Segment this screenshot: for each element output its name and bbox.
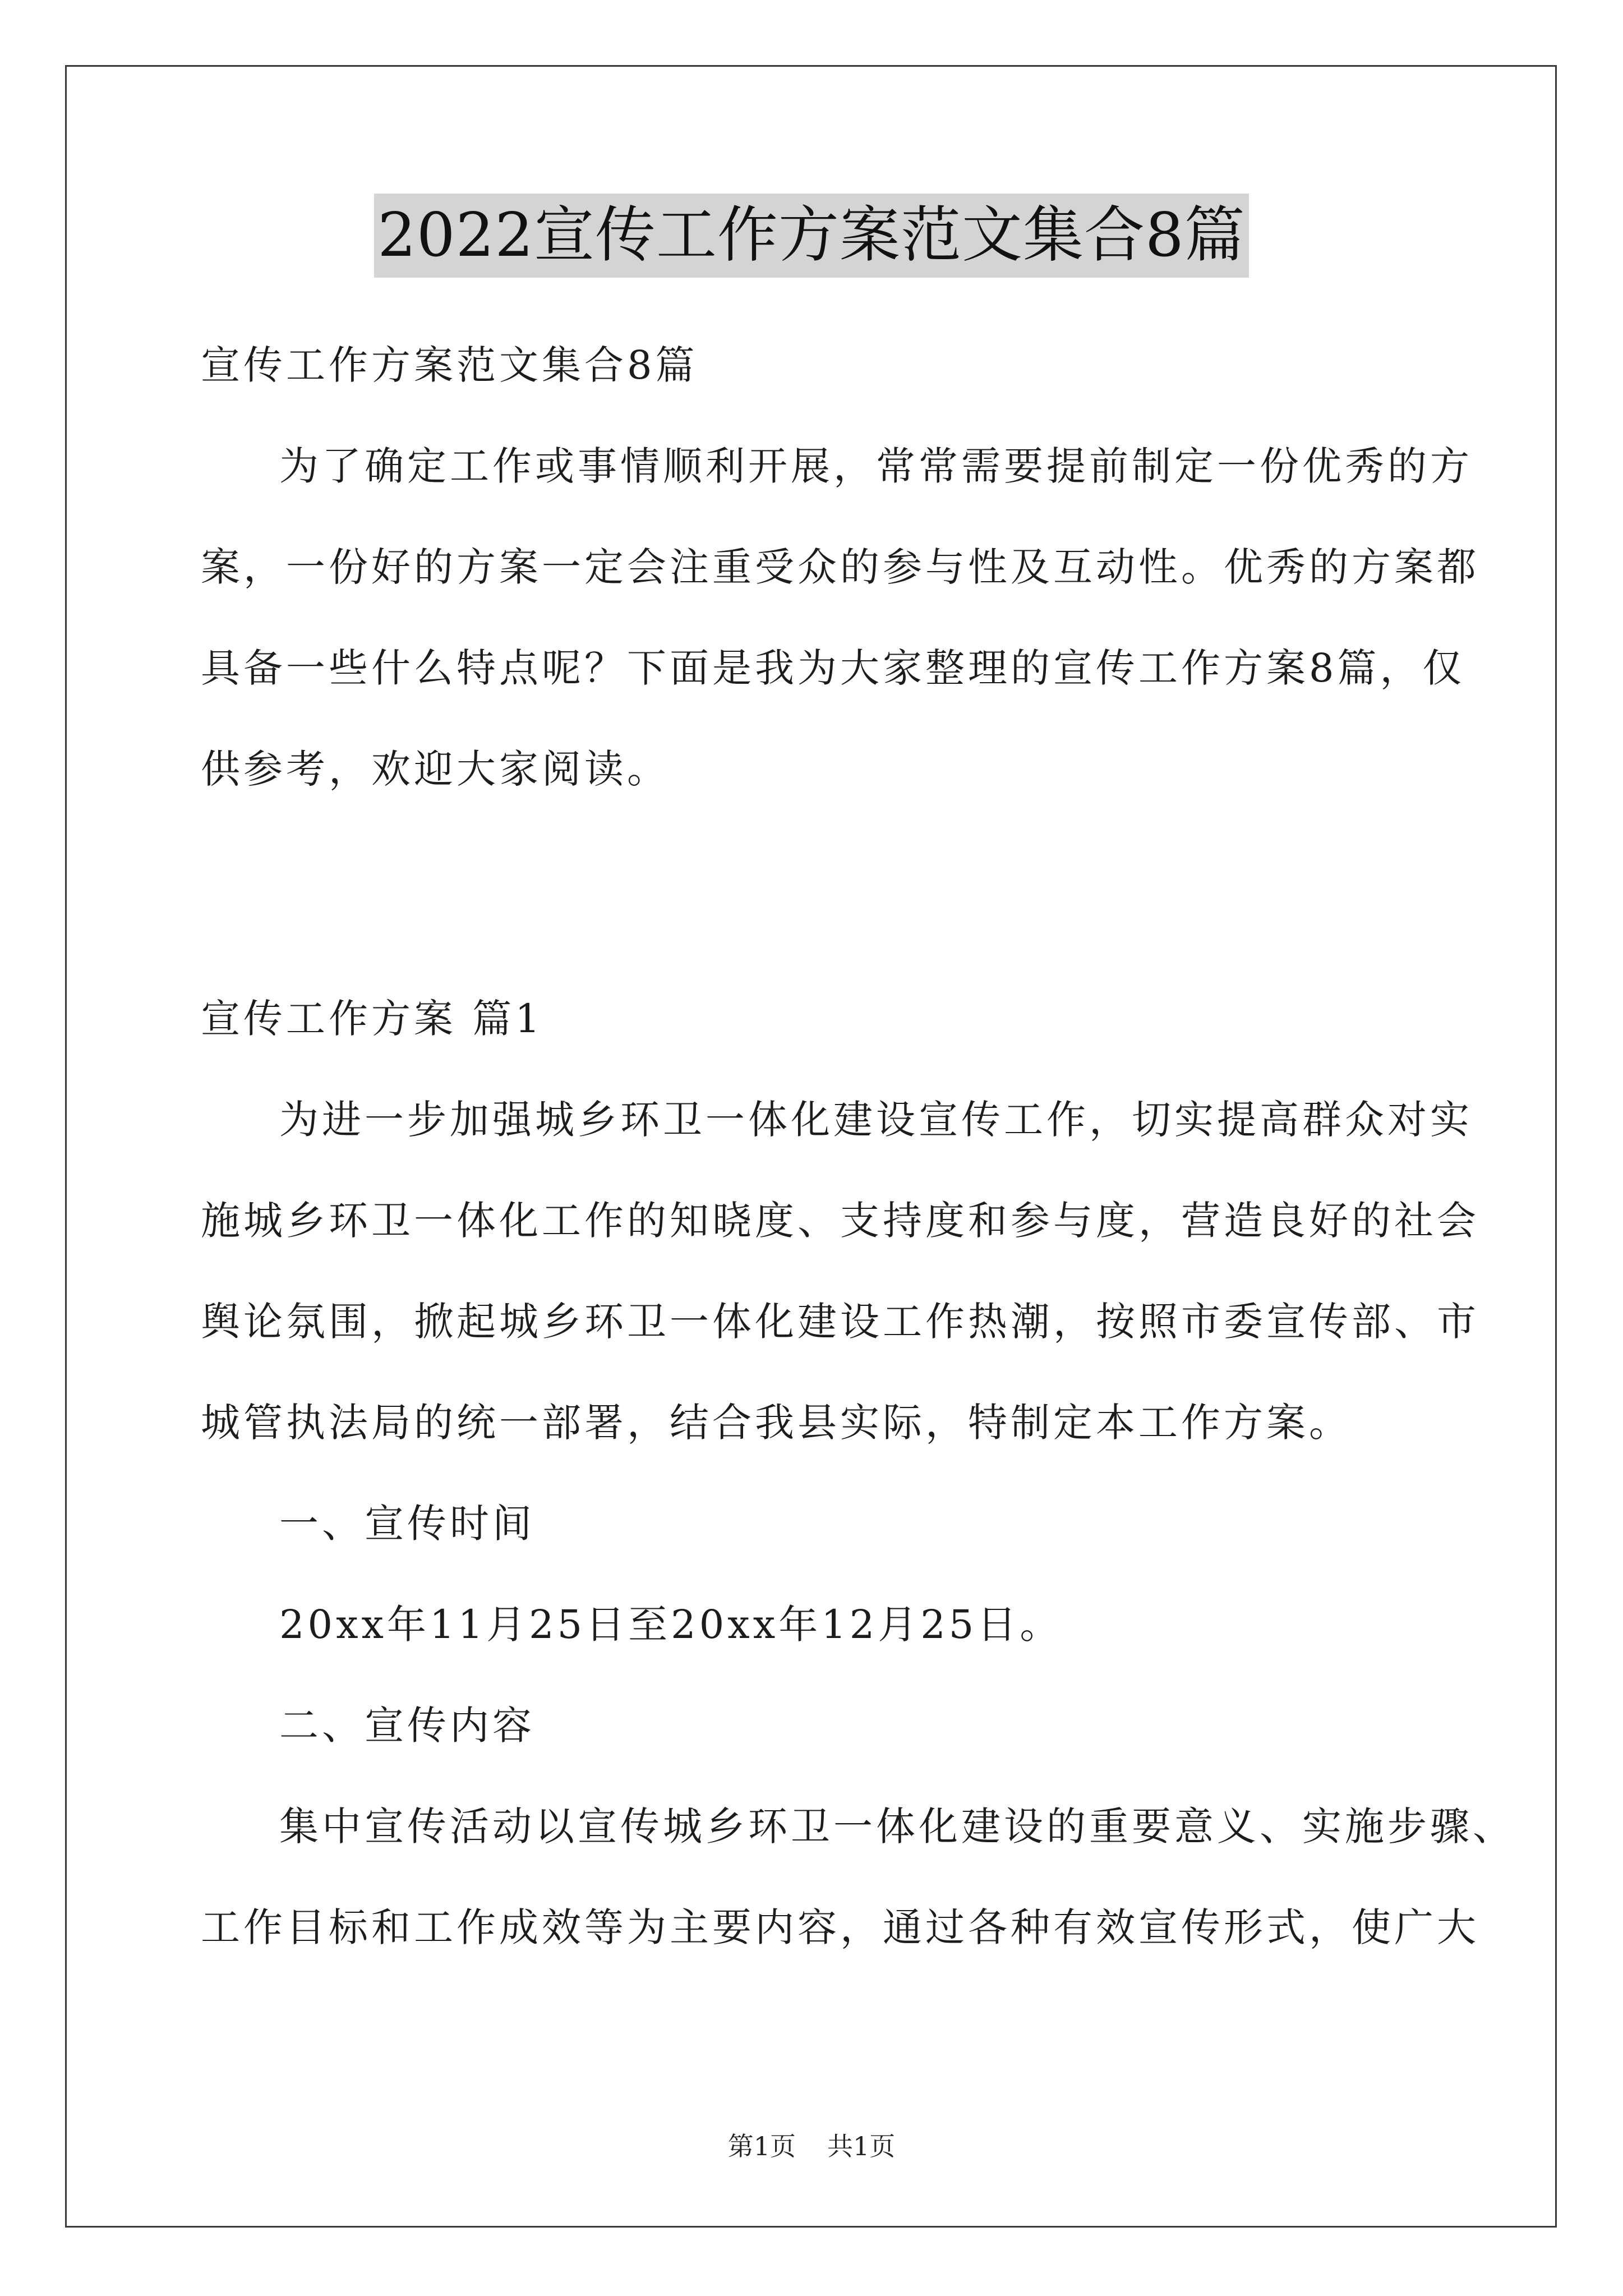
- paragraph-line: 20xx年11月25日至20xx年12月25日。: [279, 1602, 1063, 1648]
- paragraph-line: 集中宣传活动以宣传城乡环卫一体化建设的重要意义、实施步骤、: [279, 1803, 1515, 1849]
- subtitle-line: 宣传工作方案范文集合8篇: [201, 342, 698, 388]
- page-number-current: 第1页: [727, 2131, 796, 2161]
- paragraph-line: 舆论氛围，掀起城乡环卫一体化建设工作热潮，按照市委宣传部、市: [201, 1299, 1479, 1345]
- paragraph-line: 城管执法局的统一部署，结合我县实际，特制定本工作方案。: [201, 1400, 1352, 1446]
- paragraph-line: 为了确定工作或事情顺利开展，常常需要提前制定一份优秀的方: [279, 443, 1473, 489]
- paragraph-line: 供参考，欢迎大家阅读。: [201, 746, 670, 792]
- paragraph-line: 案，一份好的方案一定会注重受众的参与性及互动性。优秀的方案都: [201, 544, 1479, 590]
- paragraph-line: 施城乡环卫一体化工作的知晓度、支持度和参与度，营造良好的社会: [201, 1198, 1479, 1244]
- page-number-total: 共1页: [827, 2131, 896, 2161]
- paragraph-line: 为进一步加强城乡环卫一体化建设宣传工作，切实提高群众对实: [279, 1097, 1473, 1143]
- subsection-heading: 二、宣传内容: [279, 1703, 535, 1749]
- paragraph-line: 工作目标和工作成效等为主要内容，通过各种有效宣传形式，使广大: [201, 1904, 1479, 1950]
- document-title: 2022宣传工作方案范文集合8篇: [374, 194, 1249, 278]
- section-heading: 宣传工作方案 篇1: [201, 996, 543, 1042]
- page-footer: [0, 2126, 1623, 2163]
- title-container: [0, 194, 1623, 278]
- subsection-heading: 一、宣传时间: [279, 1501, 535, 1547]
- paragraph-line: 具备一些什么特点呢？下面是我为大家整理的宣传工作方案8篇，仅: [201, 645, 1465, 691]
